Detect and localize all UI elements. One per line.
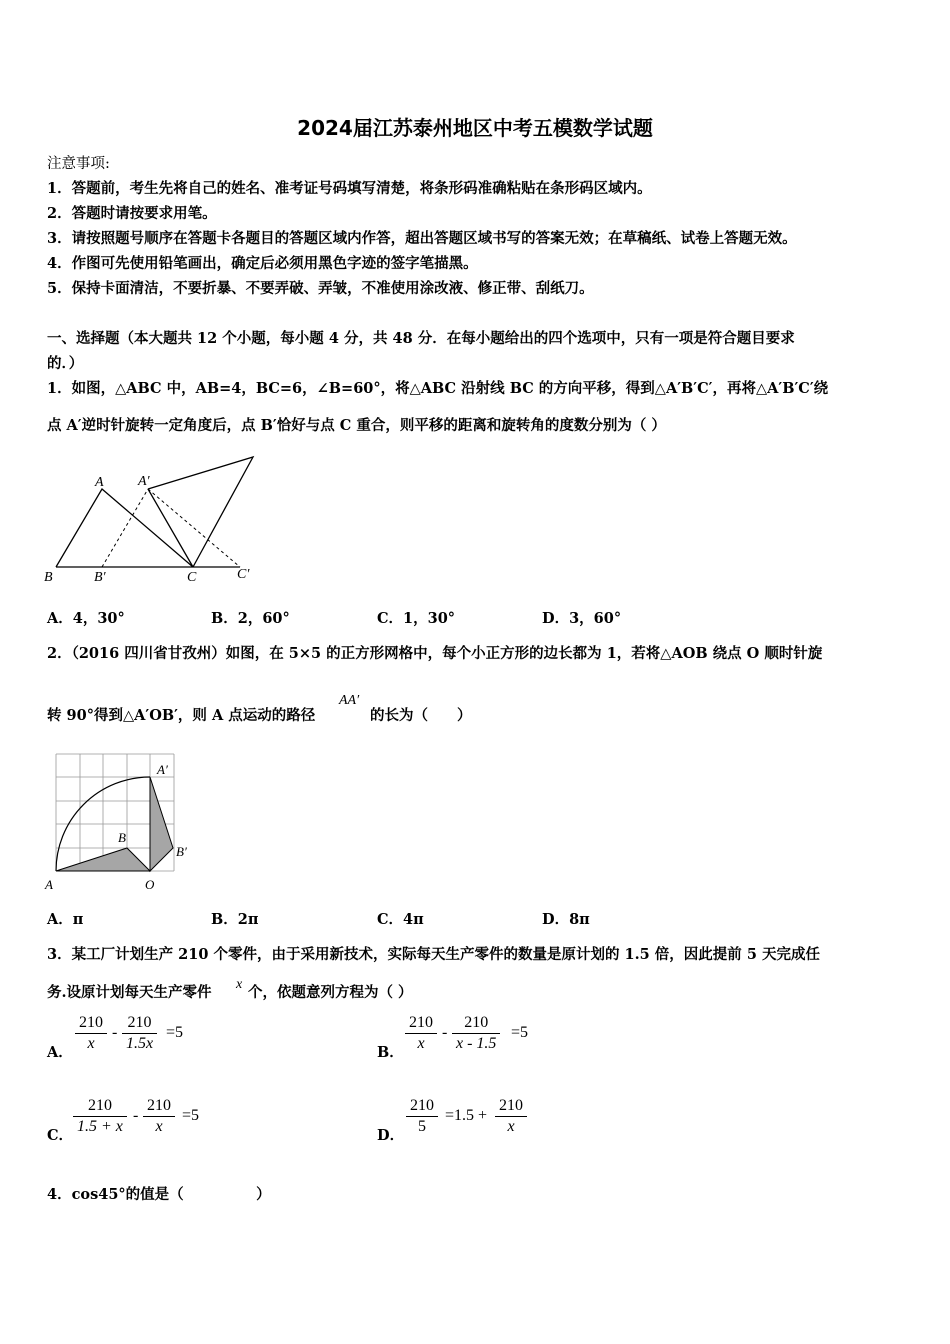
rotated-triangle: [148, 457, 253, 567]
page-title: 2024届江苏泰州地区中考五模数学试题: [297, 116, 653, 140]
q1-text-cont: 点 A′逆时针旋转一定角度后，点 B′恰好与点 C 重合，则平移的距离和旋转角的度数分别为（ ）: [47, 417, 666, 434]
option-label: D．: [377, 1127, 405, 1144]
q2-text-tail: 的长为（ ）: [370, 707, 472, 724]
fraction: $\frac{210}{1.5x}$: [122, 1013, 157, 1054]
q1-option-c[interactable]: C．1，30°: [377, 610, 456, 627]
q3-text-cont: 务.设原计划每天生产零件: [47, 984, 212, 1001]
section-heading: 一、选择题（本大题共 12 个小题，每小题 4 分，共 48 分．在每小题给出的四个选项中，只有一项是符合题目要求: [47, 330, 795, 347]
label-B-prime: B′: [176, 844, 187, 859]
fraction: $\frac{210}{1.5 + x}$: [73, 1096, 127, 1137]
dashed-a-b: [102, 489, 148, 567]
rhs: =5: [182, 1107, 200, 1124]
notice-item: 5．保持卡面清洁，不要折暴、不要弄破、弄皱，不准使用涂改液、修正带、刮纸刀。: [47, 280, 594, 297]
equation-middle: =1.5 +: [445, 1107, 488, 1124]
label-O: O: [145, 877, 155, 892]
notice-item: 1．答题前，考生先将自己的姓名、准考证号码填写清楚，将条形码准确粘贴在条形码区域内。: [47, 180, 652, 197]
rhs: =5: [511, 1024, 529, 1041]
fraction: $\frac{210}{x}$: [495, 1096, 527, 1137]
q1-figure: [40, 448, 270, 588]
label-B: B: [44, 570, 53, 585]
fraction: $\frac{210}{5}$: [406, 1096, 438, 1137]
option-label: C．: [47, 1127, 74, 1144]
operator: -: [442, 1024, 448, 1041]
q1-text: 1．如图，△ABC 中，AB=4，BC=6，∠B=60°，将△ABC 沿射线 BC 的方向平移，得到△A′B′C′，再将△A′B′C′绕: [47, 380, 829, 397]
variable-x: x: [236, 977, 243, 992]
rotated-side-1: [148, 489, 193, 567]
label-A-prime: A′: [138, 474, 150, 489]
arc-label: AA′: [339, 693, 360, 708]
q2-option-c[interactable]: C．4π: [377, 911, 424, 928]
label-A-prime: A′: [157, 762, 168, 777]
q2-option-d[interactable]: D．8π: [542, 911, 590, 928]
q2-option-a[interactable]: A．π: [47, 911, 84, 928]
notice-item: 4．作图可先使用铅笔画出，确定后必须用黑色字迹的签字笔描黑。: [47, 255, 478, 272]
fraction: $\frac{210}{x - 1.5}$: [452, 1013, 500, 1054]
q2-figure: [40, 748, 200, 893]
q2-text: 2．（2016 四川省甘孜州）如图，在 5×5 的正方形网格中，每个小正方形的边长都为 1，若将△AOB 绕点 O 顺时针旋: [47, 645, 823, 662]
operator: -: [112, 1024, 118, 1041]
label-B-prime: B′: [94, 570, 106, 585]
label-C: C: [187, 570, 197, 585]
option-label: A．: [47, 1044, 73, 1061]
q2-text-cont: 转 90°得到△A′OB′，则 A 点运动的路径: [47, 707, 316, 724]
label-B: B: [118, 830, 126, 845]
fraction: $\frac{210}{x}$: [405, 1013, 437, 1054]
section-heading-cont: 的．）: [47, 355, 84, 372]
notice-heading: 注意事项:: [47, 156, 110, 172]
fraction: $\frac{210}{x}$: [75, 1013, 107, 1054]
notice-item: 3．请按照题号顺序在答题卡各题目的答题区域内作答，超出答题区域书写的答案无效；在草稿纸、试卷上答题无效。: [47, 230, 797, 247]
rhs: =5: [166, 1024, 184, 1041]
option-label: B．: [377, 1044, 404, 1061]
q4-text: 4．cos45°的值是（ ）: [47, 1186, 271, 1203]
q3-text-tail: 个，依题意列方程为（ ）: [248, 984, 413, 1001]
label-A: A: [45, 877, 53, 892]
dashed-a-c: [148, 489, 240, 567]
notice-item: 2．答题时请按要求用笔。: [47, 205, 217, 222]
q2-option-b[interactable]: B．2π: [211, 911, 259, 928]
label-C-prime: C′: [237, 567, 250, 582]
q1-option-a[interactable]: A．4，30°: [47, 610, 125, 627]
q3-text: 3．某工厂计划生产 210 个零件，由于采用新技术，实际每天生产零件的数量是原计划的 1.5 倍，因此提前 5 天完成任: [47, 946, 820, 963]
operator: -: [133, 1107, 139, 1124]
triangle-abc: [56, 489, 193, 567]
q1-option-b[interactable]: B．2，60°: [211, 610, 290, 627]
q1-option-d[interactable]: D．3，60°: [542, 610, 622, 627]
fraction: $\frac{210}{x}$: [143, 1096, 175, 1137]
label-A: A: [95, 475, 104, 490]
